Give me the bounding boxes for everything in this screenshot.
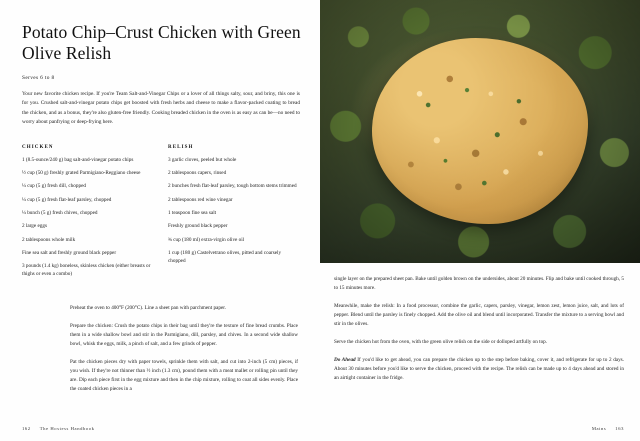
ingredient-group-relish	[168, 145, 298, 284]
list-item: 1 (8.5-ounce/240 g) bag salt-and-vinegar potato chips	[22, 156, 134, 163]
list-item: 2 bunches fresh flat-leaf parsley, tough bottom stems trimmed	[168, 183, 297, 190]
ingredient-list-relish	[168, 157, 298, 266]
method-step: Serve the chicken hot from the oven, with the green olive relish on the side or dolloped artfully on top.	[334, 338, 548, 345]
ingredient-group-heading: CHICKEN	[22, 144, 54, 150]
method-column-left	[70, 304, 298, 394]
method-step: Pat the chicken pieces dry with paper towels, sprinkle them with salt, and cut into 2-inch (5 cm) pieces, if you wish. If they're not thinner than ½ inch (1.3 cm), pound them with a meat mallet or rolling pin until they are. Dip each piece first in the egg mixture and then in the chip mixture, rolling to coat all sides evenly. Place the coated chicken pieces in a	[70, 358, 298, 392]
page-number-left: 162	[22, 426, 31, 431]
running-foot-right: Mains	[591, 426, 607, 431]
recipe-photo	[320, 0, 640, 263]
method-step: single layer on the prepared sheet pan. Bake until golden brown on the undersides, about 20 minutes. Flip and bake until cooked through, 5 to 15 minutes more.	[334, 276, 624, 291]
folio-right	[592, 426, 624, 431]
ingredient-group-chicken	[22, 145, 152, 284]
list-item: 2 tablespoons red wine vinegar	[168, 196, 233, 203]
list-item: ¾ cup (180 ml) extra-virgin olive oil	[168, 236, 245, 243]
page-number-right: 163	[615, 426, 624, 431]
do-ahead-text: If you'd like to get ahead, you can prepare the chicken up to the step before baking, cover it, and refrigerate for up to 2 days. About 30 minutes before you'd like to serve the chicken, proceed with the recipe. The relish can be made up to 4 days ahead and stored in an airtight container in the fridge.	[334, 356, 624, 381]
list-item: 1 teaspoon fine sea salt	[168, 209, 217, 216]
list-item: ¼ bunch (5 g) fresh chives, chopped	[22, 209, 98, 216]
photo-vignette	[320, 0, 640, 263]
list-item: 2 tablespoons capers, rinsed	[168, 170, 227, 177]
ingredients-section	[22, 145, 302, 284]
list-item: 1 cup (180 g) Castelvetrano olives, pitted and coarsely chopped	[168, 249, 282, 264]
list-item: 3 garlic cloves, peeled but whole	[168, 156, 237, 163]
list-item: Fine sea salt and freshly ground black pepper	[22, 249, 117, 256]
method-step: Prepare the chicken: Crush the potato chips in their bag until they're the texture of fine bread crumbs. Place them in a wide shallow bowl and stir in the Parmigiano, dill, parsley, and chives. In a second wide shallow bowl, whisk the eggs, milk, a pinch of salt, and a few grinds of pepper.	[70, 323, 298, 347]
running-foot-left: The Hostess Handbook	[39, 426, 95, 431]
list-item: ¼ cup (5 g) fresh dill, chopped	[22, 183, 86, 190]
list-item: 2 tablespoons whole milk	[22, 236, 76, 243]
recipe-yield: Serves 6 to 8	[22, 75, 55, 82]
list-item: Freshly ground black pepper	[168, 223, 228, 230]
list-item: 2 large eggs	[22, 223, 47, 230]
list-item: 3 pounds (1.4 kg) boneless, skinless chicken (either breasts or thighs or even a combo)	[22, 263, 151, 277]
method-step: Preheat the oven to 400°F (200°C). Line a sheet pan with parchment paper.	[70, 305, 226, 312]
method-column-right	[320, 263, 640, 382]
ingredient-group-heading: RELISH	[168, 144, 194, 150]
method-step: Meanwhile, make the relish: In a food processor, combine the garlic, capers, parsley, vinegar, lemon zest, lemon juice, salt, and lots of pepper. Blend until the parsley is finely chopped. Add the olive oil and blend until incorporated. Transfer the mixture to a serving bowl and stir in the olives.	[334, 302, 624, 327]
recipe-headnote: Your new favorite chicken recipe. If you're Team Salt-and-Vinegar Chips or a lover of all things salty, sour, and briny, this one is for you. Crushed salt-and-vinegar potato chips get boosted with fresh herbs and cheese to make a flavor-packed coating to bread the chicken, and as a bonus, they're also gluten-free friendly. Cooking breaded chicken in the oven is as easy as can be—no need to worry about panfrying or deep-frying here.	[22, 91, 301, 125]
ingredient-list-chicken	[22, 157, 152, 279]
recipe-title: Potato Chip–Crust Chicken with Green Olive Relish	[22, 22, 301, 63]
list-item: ¼ cup (5 g) fresh flat-leaf parsley, chopped	[22, 196, 112, 203]
do-ahead-note	[334, 356, 624, 383]
folio-left	[22, 426, 95, 431]
list-item: ½ cup (50 g) freshly grated Parmigiano-Reggiano cheese	[22, 170, 141, 177]
right-page	[320, 0, 640, 441]
do-ahead-label: Do Ahead	[334, 356, 356, 363]
